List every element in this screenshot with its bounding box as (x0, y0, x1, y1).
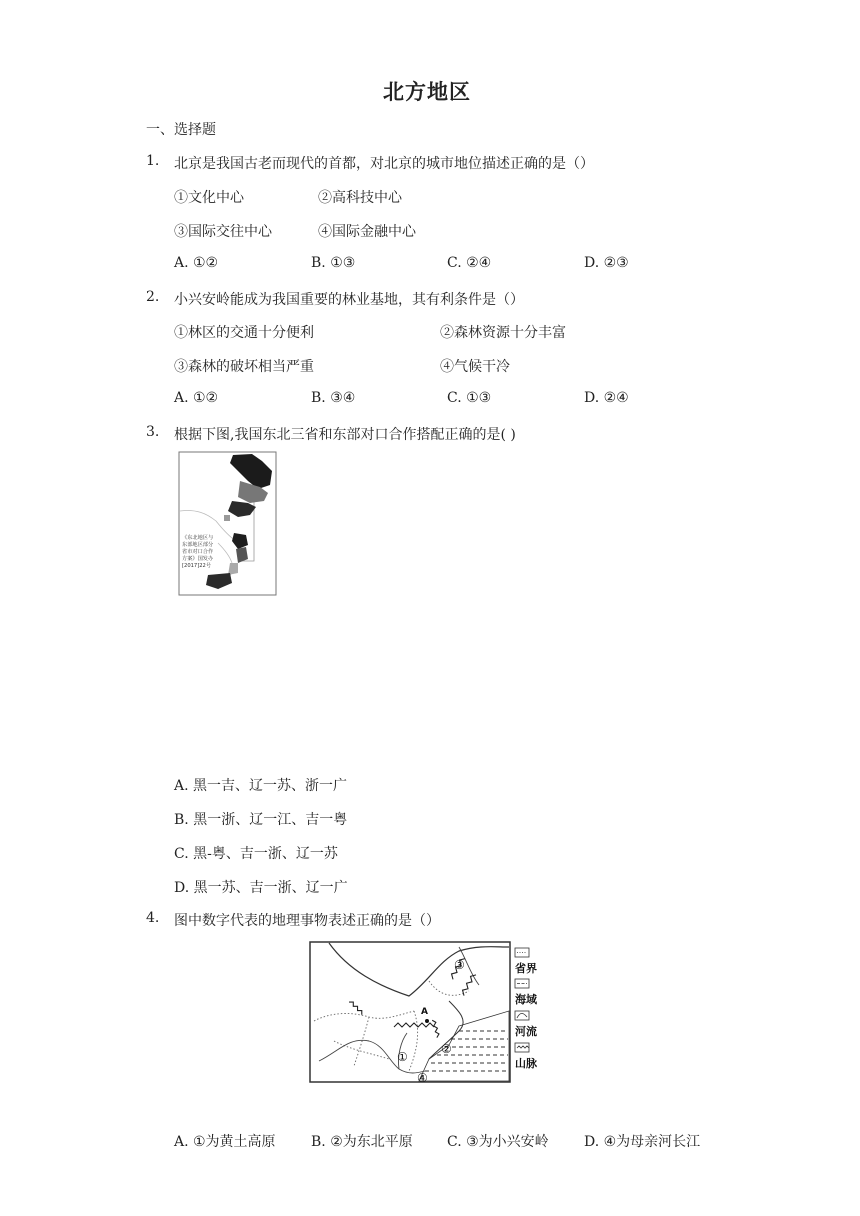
legend-sea: 海域 (515, 993, 537, 1006)
option-b[interactable]: B. 黑一浙、辽一江、吉一粤 (174, 812, 348, 828)
option-a[interactable]: A. ①② (174, 255, 219, 271)
question-stem: 根据下图,我国东北三省和东部对口合作搭配正确的是( ) (174, 427, 516, 443)
question-stem: 小兴安岭能成为我国重要的林业基地，其有利条件是（） (174, 292, 524, 308)
statement-item: ①林区的交通十分便利 (174, 325, 314, 341)
option-c[interactable]: C. 黑-粤、吉一浙、辽一苏 (174, 846, 338, 862)
option-c[interactable]: C. ③为小兴安岭 (447, 1134, 549, 1150)
option-d[interactable]: D. ②④ (584, 390, 629, 406)
legend-province-border: 省界 (515, 962, 537, 975)
question-number: 3. (146, 424, 160, 440)
option-a[interactable]: A. ①为黄土高原 (174, 1134, 276, 1150)
label-a: A (421, 1007, 428, 1017)
statement-item: ④气候干冷 (440, 359, 510, 375)
map-caption-line: [2017]22号 (182, 563, 212, 569)
question-stem: 北京是我国古老而现代的首都，对北京的城市地位描述正确的是（） (174, 156, 594, 172)
legend-river: 河流 (515, 1025, 537, 1038)
question-number: 1. (146, 153, 160, 169)
statement-item: ③森林的破坏相当严重 (174, 359, 314, 375)
section-heading: 一、选择题 (146, 122, 216, 138)
label-3: ③ (454, 958, 465, 972)
question-number: 2. (146, 289, 160, 305)
map-legend (515, 948, 538, 1070)
label-1: ① (397, 1050, 408, 1064)
statement-item: ③国际交往中心 (174, 224, 272, 240)
north-china-map (309, 941, 547, 1083)
label-2: ② (441, 1042, 452, 1056)
option-d[interactable]: D. 黑一苏、吉一浙、辽一广 (174, 880, 348, 896)
legend-mountain: 山脉 (515, 1057, 537, 1070)
option-d[interactable]: D. ④为母亲河长江 (584, 1134, 701, 1150)
option-c[interactable]: C. ②④ (447, 255, 492, 271)
option-a[interactable]: A. 黑一吉、辽一苏、浙一广 (174, 778, 348, 794)
question-number: 4. (146, 910, 160, 926)
map-caption-line: 东部地区部分 (182, 542, 214, 548)
statement-item: ①文化中心 (174, 190, 244, 206)
question-stem: 图中数字代表的地理事物表述正确的是（） (174, 913, 440, 929)
map-caption-line: 《东北地区与 (182, 535, 214, 541)
statement-item: ②高科技中心 (318, 190, 402, 206)
page-title: 北方地区 (383, 79, 471, 104)
option-c[interactable]: C. ①③ (447, 390, 492, 406)
map-caption-line: 省市对口合作 (182, 549, 214, 555)
map-caption-line: 方案》国发办 (182, 556, 214, 562)
northeast-cooperation-map (178, 451, 278, 597)
option-b[interactable]: B. ③④ (311, 390, 356, 406)
option-b[interactable]: B. ②为东北平原 (311, 1134, 413, 1150)
label-4: ④ (417, 1071, 428, 1083)
statement-item: ②森林资源十分丰富 (440, 325, 566, 341)
option-a[interactable]: A. ①② (174, 390, 219, 406)
option-b[interactable]: B. ①③ (311, 255, 356, 271)
statement-item: ④国际金融中心 (318, 224, 416, 240)
option-d[interactable]: D. ②③ (584, 255, 629, 271)
